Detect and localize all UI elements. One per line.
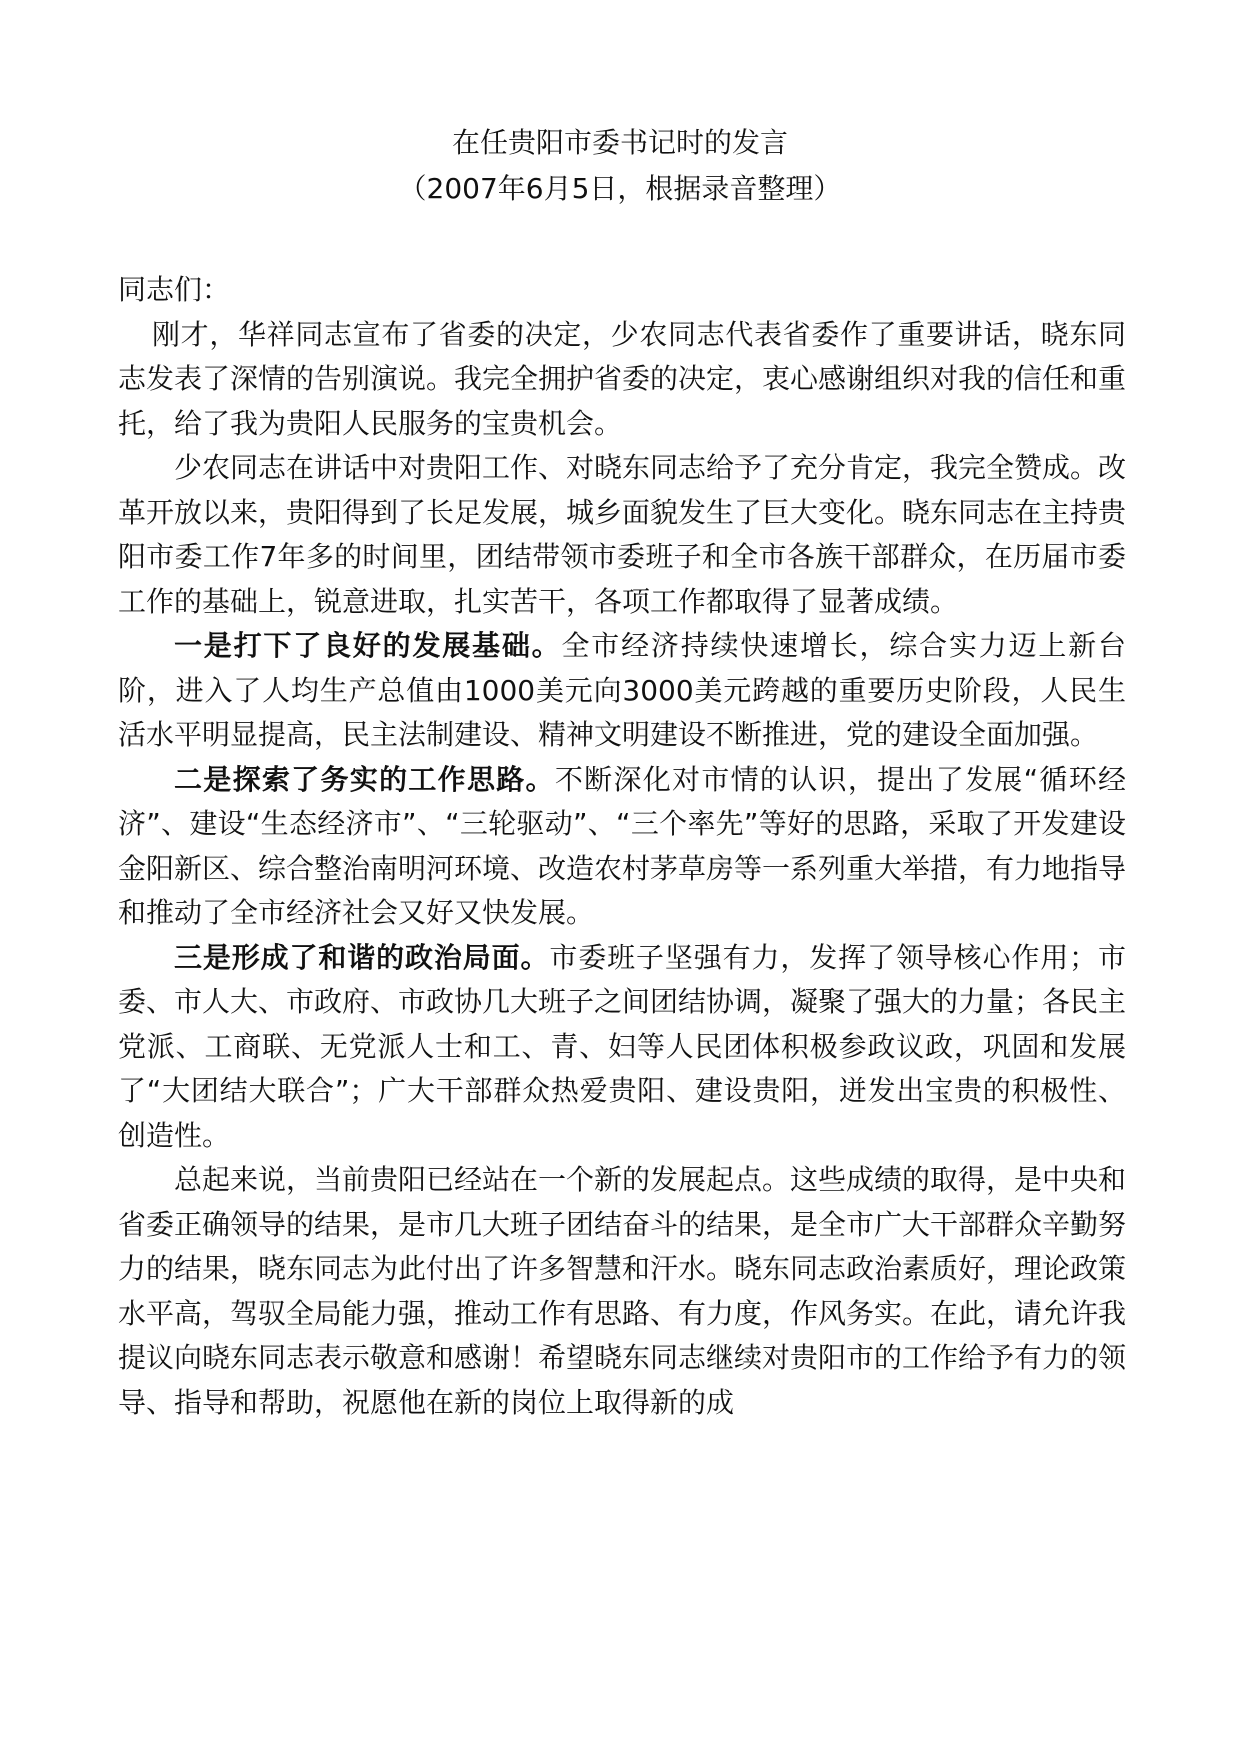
paragraph-1-text: 刚才，华祥同志宣布了省委的决定，少农同志代表省委作了重要讲话，晓东同志发表了深情的告别演说。我完全拥护省委的决定，衷心感谢组织对我的信任和重托，给了我为贵阳人民服务的宝贵机会。 bbox=[118, 317, 1127, 440]
title-block bbox=[0, 120, 1240, 212]
paragraph-3-lead: 一是打下了良好的发展基础。 bbox=[174, 629, 562, 662]
document-subtitle: （2007年6月5日，根据录音整理） bbox=[398, 172, 842, 205]
document-body bbox=[118, 268, 1126, 1425]
paragraph-1 bbox=[118, 313, 1126, 447]
paragraph-4-lead: 二是探索了务实的工作思路。 bbox=[174, 762, 555, 796]
paragraph-5-lead: 三是形成了和谐的政治局面。 bbox=[174, 940, 550, 974]
document-title: 在任贵阳市委书记时的发言 bbox=[451, 126, 788, 159]
paragraph-4-text: 不断深化对市情的认识，提出了发展“循环经济”、建设“生态经济市”、“三轮驱动”、“三个率先”等好的思路，采取了开发建设金阳新区、综合整治南明河环境、改造农村茅草房等一系列重大举措，有力地指导和推动了全市经济社会又好又快发展。 bbox=[118, 762, 1127, 929]
paragraph-3 bbox=[118, 624, 1126, 758]
paragraph-6 bbox=[118, 1158, 1126, 1425]
paragraph-4 bbox=[118, 758, 1126, 936]
paragraph-2-text: 少农同志在讲话中对贵阳工作、对晓东同志给予了充分肯定，我完全赞成。改革开放以来，贵阳得到了长足发展，城乡面貌发生了巨大变化。晓东同志在主持贵阳市委工作7年多的时间里，团结带领市委班子和全市各族干部群众，在历届市委工作的基础上，锐意进取，扎实苦干，各项工作都取得了显著成绩。 bbox=[118, 451, 1127, 618]
paragraph-3-text: 全市经济持续快速增长，综合实力迈上新台阶，进入了人均生产总值由1000美元向3000美元跨越的重要历史阶段，人民生活水平明显提高，民主法制建设、精神文明建设不断推进，党的建设全面加强。 bbox=[118, 629, 1126, 751]
paragraph-5-text: 市委班子坚强有力，发挥了领导核心作用；市委、市人大、市政府、市政协几大班子之间团结协调，凝聚了强大的力量；各民主党派、工商联、无党派人士和工、青、妇等人民团体积极参政议政，巩固和发展了“大团结大联合”；广大干部群众热爱贵阳、建设贵阳，迸发出宝贵的积极性、创造性。 bbox=[118, 940, 1127, 1152]
paragraph-5 bbox=[118, 936, 1126, 1159]
paragraph-2 bbox=[118, 446, 1126, 624]
paragraph-6-text: 总起来说，当前贵阳已经站在一个新的发展起点。这些成绩的取得，是中央和省委正确领导的结果，是市几大班子团结奋斗的结果，是全市广大干部群众辛勤努力的结果，晓东同志为此付出了许多智慧和汗水。晓东同志政治素质好，理论政策水平高，驾驭全局能力强，推动工作有思路、有力度，作风务实。在此，请允许我提议向晓东同志表示敬意和感谢！希望晓东同志继续对贵阳市的工作给予有力的领导、指导和帮助，祝愿他在新的岗位上取得新的成 bbox=[118, 1163, 1127, 1419]
salutation: 同志们： bbox=[118, 273, 231, 306]
